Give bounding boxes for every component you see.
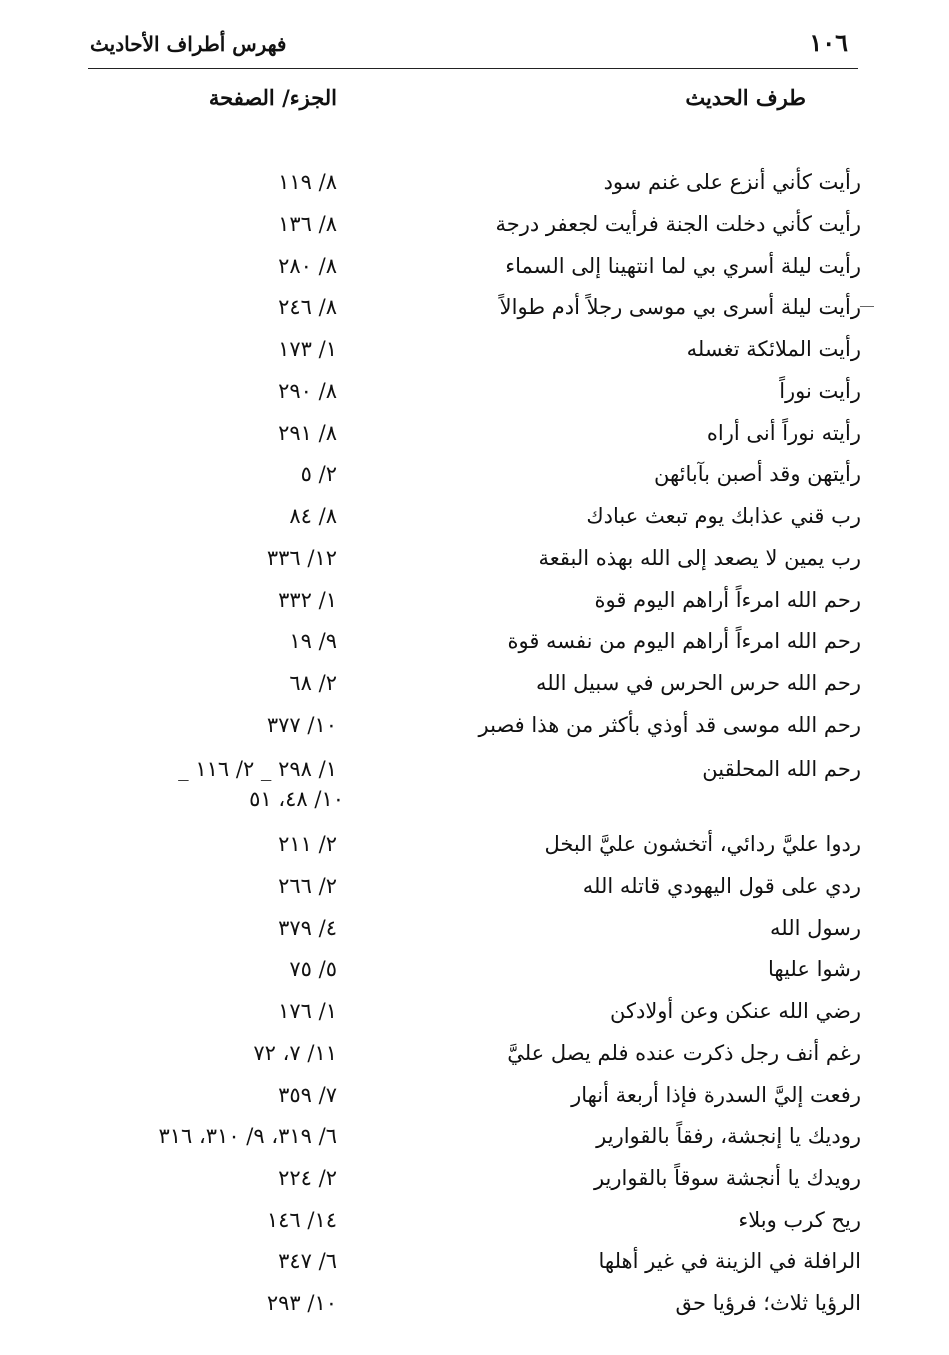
hadith-text: رأيت ليلة أسري بي لما انتهينا إلى السماء — [505, 254, 861, 278]
volume-page-ref: ٩/ ١٩ — [289, 629, 337, 653]
volume-page-ref: ٢/ ٥ — [300, 462, 337, 486]
index-entry — [0, 334, 949, 374]
index-entry — [0, 418, 949, 458]
index-entry — [0, 1205, 949, 1245]
volume-page-ref: ٨/ ٢٩١ — [278, 421, 337, 445]
index-entry — [0, 754, 949, 824]
column-header-reference: الجزء/ الصفحة — [208, 85, 337, 110]
volume-page-ref: ٢/ ٢١١ — [278, 832, 337, 856]
index-entry — [0, 1038, 949, 1078]
volume-page-ref: ٨/ ١١٩ — [278, 170, 337, 194]
index-entry — [0, 913, 949, 953]
hadith-text: رأيت نوراً — [779, 379, 861, 403]
hadith-text: رحم الله موسى قد أوذي بأكثر من هذا فصبر — [478, 713, 861, 737]
volume-page-ref: ٤/ ٣٧٩ — [278, 916, 337, 940]
hadith-text: رشوا عليها — [768, 957, 861, 981]
volume-page-ref: ١١/ ٧، ٧٢ — [253, 1041, 337, 1065]
index-entry — [0, 1288, 949, 1328]
volume-page-ref: ١/ ١٧٦ — [278, 999, 337, 1023]
volume-page-ref: ١/ ٢٩٨ _ ٢/ ١١٦ _ — [178, 757, 337, 781]
index-entry — [0, 251, 949, 291]
volume-page-ref: ٥/ ٧٥ — [289, 957, 337, 981]
hadith-text: رأيته نوراً أنى أراه — [706, 421, 861, 445]
index-entry — [0, 585, 949, 625]
index-entry — [0, 668, 949, 708]
index-entry — [0, 829, 949, 869]
hadith-text: رحم الله حرس الحرس في سبيل الله — [536, 671, 861, 695]
index-entry — [0, 209, 949, 249]
volume-page-ref: ٨/ ٨٤ — [289, 504, 337, 528]
index-entry — [0, 459, 949, 499]
hadith-text: رب يمين لا يصعد إلى الله بهذه البقعة — [538, 546, 861, 570]
hadith-text: ردوا عليَّ ردائي، أتخشون عليَّ البخل — [544, 832, 861, 856]
volume-page-ref: ١٠/ ٢٩٣ — [266, 1291, 337, 1315]
volume-page-ref: ٨/ ٢٩٠ — [278, 379, 337, 403]
index-entry — [0, 1246, 949, 1286]
index-entry — [0, 710, 949, 750]
hadith-text: رحم الله امرءاً أراهم اليوم من نفسه قوة — [507, 629, 861, 653]
volume-page-ref: ٨/ ١٣٦ — [278, 212, 337, 236]
volume-page-ref-continued: ١٠/ ٤٨، ٥١ — [249, 787, 344, 811]
volume-page-ref: ١/ ١٧٣ — [278, 337, 337, 361]
hadith-text: رويدك يا أنجشة سوقاً بالقوارير — [593, 1166, 861, 1190]
page-number: ١٠٦ — [809, 28, 848, 57]
hadith-text: رسول الله — [770, 916, 861, 940]
hadith-text: رحم الله امرءاً أراهم اليوم قوة — [594, 588, 861, 612]
index-entry — [0, 954, 949, 994]
volume-page-ref: ٨/ ٢٤٦ — [278, 295, 337, 319]
index-entry — [0, 1121, 949, 1161]
index-entry — [0, 871, 949, 911]
index-entry — [0, 1080, 949, 1120]
volume-page-ref: ١٠/ ٣٧٧ — [266, 713, 337, 737]
index-entry — [0, 1163, 949, 1203]
index-entry — [0, 376, 949, 416]
volume-page-ref: ١٤/ ١٤٦ — [266, 1208, 337, 1232]
volume-page-ref: ٨/ ٢٨٠ — [278, 254, 337, 278]
hadith-text: رحم الله المحلقين — [702, 757, 861, 781]
index-entry — [0, 292, 949, 332]
volume-page-ref: ٢/ ٢٦٦ — [278, 874, 337, 898]
index-entry — [0, 996, 949, 1036]
hadith-text: رأيت الملائكة تغسله — [686, 337, 861, 361]
volume-page-ref: ٦/ ٣٤٧ — [278, 1249, 337, 1273]
hadith-text: رأيتهن وقد أصبن بآبائهن — [653, 462, 861, 486]
index-entry — [0, 543, 949, 583]
index-entry — [0, 626, 949, 666]
hadith-text: رأيت كأني دخلت الجنة فرأيت لجعفر درجة — [495, 212, 861, 236]
hadith-text: رضي الله عنكن وعن أولادكن — [609, 999, 861, 1023]
running-title: فهرس أطراف الأحاديث — [90, 32, 287, 56]
hadith-text: الرؤيا ثلاث؛ فرؤيا حق — [675, 1291, 861, 1315]
hadith-text: رفعت إليَّ السدرة فإذا أربعة أنهار — [571, 1083, 861, 1107]
volume-page-ref: ١٢/ ٣٣٦ — [266, 546, 337, 570]
index-entry — [0, 167, 949, 207]
volume-page-ref: ٧/ ٣٥٩ — [278, 1083, 337, 1107]
hadith-text: رغم أنف رجل ذكرت عنده فلم يصل عليَّ — [507, 1041, 861, 1065]
hadith-text: رأيت كأني أنزع على غنم سود — [603, 170, 861, 194]
hadith-text: ردي على قول اليهودي قاتله الله — [582, 874, 861, 898]
hadith-text: روديك يا إنجشة، رفقاً بالقوارير — [596, 1124, 861, 1148]
hadith-text: رب قني عذابك يوم تبعث عبادك — [586, 504, 861, 528]
volume-page-ref: ١/ ٣٣٢ — [278, 588, 337, 612]
volume-page-ref: ٦/ ٣١٩، ٩/ ٣١٠، ٣١٦ — [158, 1124, 337, 1148]
hadith-text: رأيت ليلة أسرى بي موسى رجلاً أدم طوالاً — [499, 295, 861, 319]
volume-page-ref: ٢/ ٦٨ — [289, 671, 337, 695]
column-header-hadith: طرف الحديث — [685, 85, 806, 110]
hadith-text: ريح كرب وبلاء — [738, 1208, 861, 1232]
hadith-text: الرافلة في الزينة في غير أهلها — [598, 1249, 861, 1273]
index-entry — [0, 501, 949, 541]
volume-page-ref: ٢/ ٢٢٤ — [278, 1166, 337, 1190]
